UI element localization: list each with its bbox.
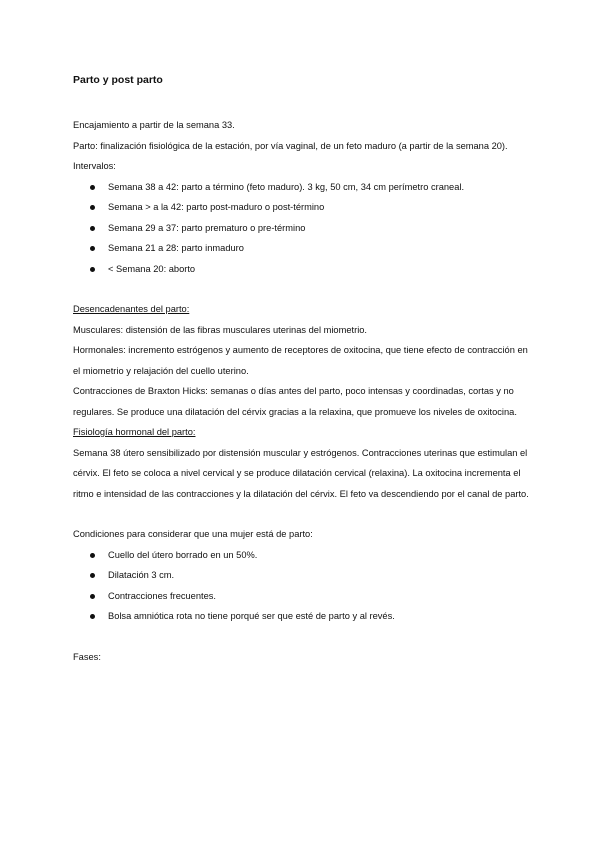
conditions-intro: Condiciones para considerar que una mujer está de parto: — [73, 529, 313, 539]
bullet-icon — [90, 246, 95, 251]
bullet-icon — [90, 205, 95, 210]
list-item-text: Contracciones frecuentes. — [108, 590, 217, 601]
intervals-list — [73, 177, 533, 280]
list-item-text: Semana > a la 42: parto post-maduro o post-término — [108, 202, 325, 212]
list-item-text: Semana 21 a 28: parto inmaduro — [108, 243, 244, 253]
list-item — [73, 238, 533, 259]
bullet-icon — [90, 185, 95, 190]
list-item-text: Dilatación 3 cm. — [108, 570, 175, 580]
intro-definition: Parto: finalización fisiológica de la estación, por vía vaginal, de un feto maduro (a partir de la semana 20). — [73, 140, 508, 151]
bullet-icon — [90, 553, 95, 558]
list-item — [73, 606, 533, 627]
list-item-text: Cuello del útero borrado en un 50%. — [108, 549, 258, 560]
bullet-icon — [90, 226, 95, 231]
list-item — [73, 565, 533, 586]
list-item — [73, 177, 533, 198]
bullet-icon — [90, 594, 95, 599]
document-content — [73, 71, 533, 667]
list-item — [73, 218, 533, 239]
bullet-icon — [90, 573, 95, 578]
intro-engagement: Encajamiento a partir de la semana 33. — [73, 120, 235, 130]
list-item — [73, 586, 533, 607]
bullet-icon — [90, 614, 95, 619]
bullet-icon — [90, 267, 95, 272]
list-item-text: Semana 38 a 42: parto a término (feto maduro). 3 kg, 50 cm, 34 cm perímetro craneal. — [108, 181, 465, 192]
phases-label: Fases: — [73, 651, 101, 662]
document-title: Parto y post parto — [73, 74, 163, 86]
conditions-list — [73, 545, 533, 627]
list-item — [73, 197, 533, 218]
intervals-label: Intervalos: — [73, 161, 116, 171]
trigger-hormonal: Hormonales: incremento estrógenos y aumento de receptores de oxitocina, que tiene efecto de contracción en el miometrio y relajación del cuello uterino. — [73, 345, 528, 376]
triggers-heading: Desencadenantes del parto: — [73, 304, 190, 314]
physiology-text: Semana 38 útero sensibilizado por distensión muscular y estrógenos. Contracciones uterinas que estimulan el cérvix. El feto se coloca a nivel cervical y se produce dilatación cervical (relaxina). La oxitocina incrementa el ritmo e intensidad de las contracciones y la dilatación del cérvix. El feto va descendiendo por el canal de parto. — [73, 447, 529, 499]
list-item-text: Bolsa amniótica rota no tiene porqué ser que esté de parto y al revés. — [108, 611, 395, 621]
physiology-heading: Fisiología hormonal del parto: — [73, 427, 196, 437]
trigger-muscular: Musculares: distensión de las fibras musculares uterinas del miometrio. — [73, 324, 368, 335]
list-item-text: Semana 29 a 37: parto prematuro o pre-término — [108, 222, 306, 233]
list-item-text: < Semana 20: aborto — [108, 263, 196, 274]
trigger-braxton-hicks: Contracciones de Braxton Hicks: semanas o días antes del parto, poco intensas y coordinadas, cortas y no regulares. Se produce una dilatación del cérvix gracias a la relaxina, que promueve los niveles de oxitocina. — [73, 386, 517, 417]
list-item — [73, 545, 533, 566]
list-item — [73, 259, 533, 280]
